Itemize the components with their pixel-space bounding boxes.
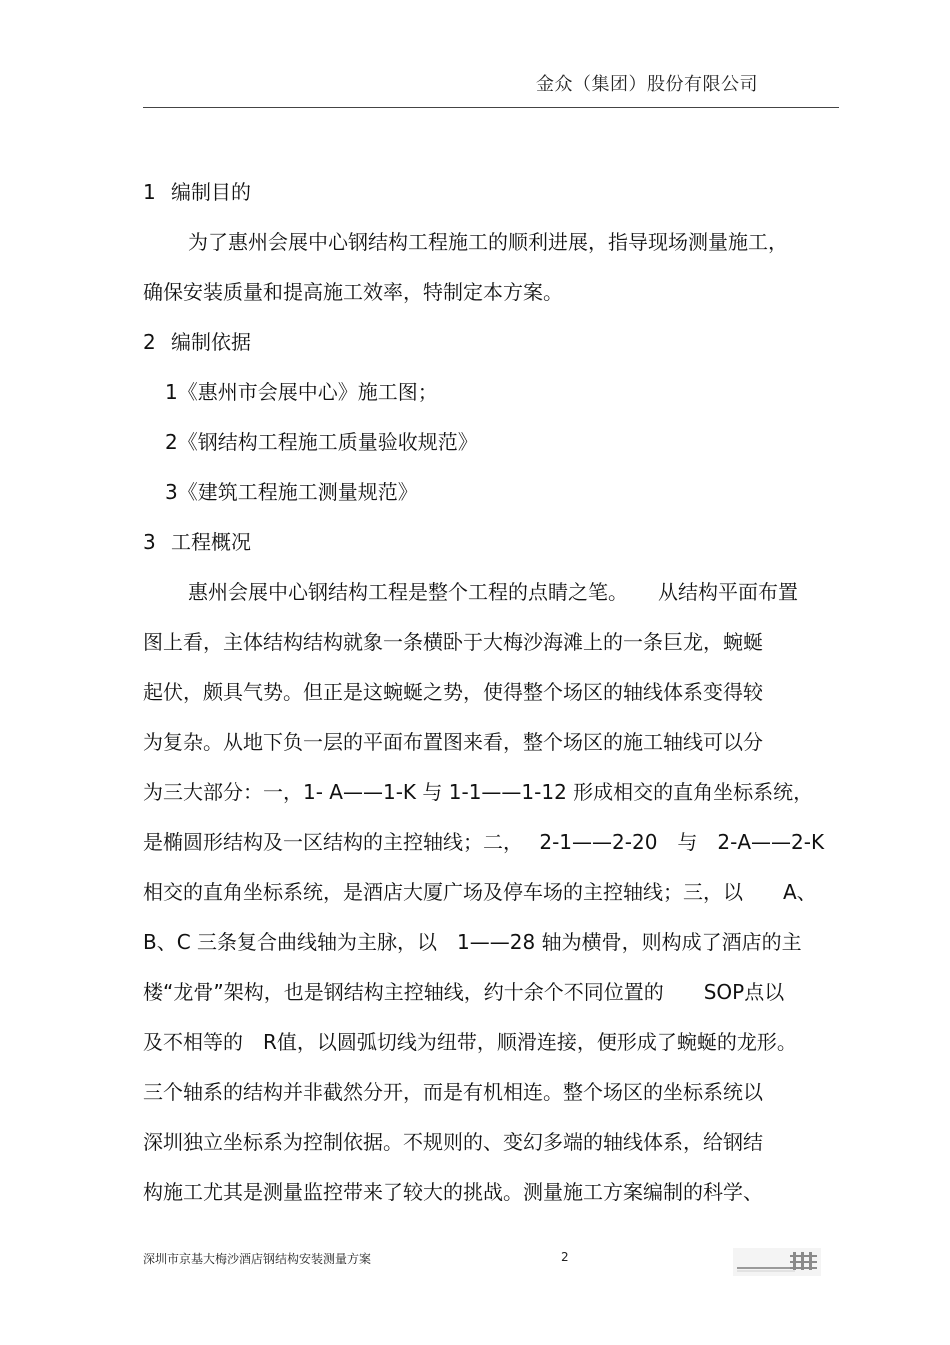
section-1-paragraph-line: 为了惠州会展中心钢结构工程施工的顺利进展，指导现场测量施工， <box>188 230 788 254</box>
section-3-paragraph-line: 楼“龙骨”架构，也是钢结构主控轴线，约十余个不同位置的 SOP点以 <box>143 980 785 1004</box>
section-number: 3 <box>143 530 156 554</box>
section-3-paragraph-line: 相交的直角坐标系统，是酒店大厦广场及停车场的主控轴线；三，以 A、 <box>143 880 817 904</box>
reference-item: 2《钢结构工程施工质量验收规范》 <box>165 430 478 454</box>
section-3-heading <box>143 528 251 556</box>
section-3-paragraph-line: 为三大部分：一，1- A——1-K 与 1-1——1-12 形成相交的直角坐标系统， <box>143 780 814 804</box>
section-3-paragraph-line: 构施工尤其是测量监控带来了较大的挑战。测量施工方案编制的科学、 <box>143 1180 763 1204</box>
section-1-paragraph-line: 确保安装质量和提高施工效率，特制定本方案。 <box>143 280 563 304</box>
section-3-paragraph-line: B、C 三条复合曲线轴为主脉，以 1——28 轴为横骨，则构成了酒店的主 <box>143 930 802 954</box>
reference-item: 3《建筑工程施工测量规范》 <box>165 480 418 504</box>
header-divider <box>143 107 839 108</box>
section-3-paragraph-line: 三个轴系的结构并非截然分开，而是有机相连。整个场区的坐标系统以 <box>143 1080 763 1104</box>
footer-logo-icon <box>733 1248 821 1276</box>
section-title: 编制依据 <box>171 330 251 354</box>
section-3-paragraph-line: 起伏，颇具气势。但正是这蜿蜒之势，使得整个场区的轴线体系变得较 <box>143 680 763 704</box>
section-number: 2 <box>143 330 156 354</box>
section-title: 编制目的 <box>171 180 251 204</box>
section-3-paragraph-line: 及不相等的 R值，以圆弧切线为纽带，顺滑连接，便形成了蜿蜒的龙形。 <box>143 1030 797 1054</box>
section-3-paragraph-line: 是椭圆形结构及一区结构的主控轴线；二， 2-1——2-20 与 2-A——2-K <box>143 830 825 854</box>
section-3-paragraph-line: 为复杂。从地下负一层的平面布置图来看，整个场区的施工轴线可以分 <box>143 730 763 754</box>
section-1-heading <box>143 178 251 206</box>
section-3-paragraph-line: 惠州会展中心钢结构工程是整个工程的点睛之笔。 从结构平面布置 <box>188 580 798 604</box>
header-company-name: 金众（集团）股份有限公司 <box>536 74 758 95</box>
section-2-heading <box>143 328 251 356</box>
reference-item: 1《惠州市会展中心》施工图； <box>165 380 438 404</box>
section-3-paragraph-line: 深圳独立坐标系为控制依据。不规则的、变幻多端的轴线体系，给钢结 <box>143 1130 763 1154</box>
section-number: 1 <box>143 180 156 204</box>
footer-document-title: 深圳市京基大梅沙酒店钢结构安装测量方案 <box>143 1252 372 1266</box>
section-3-paragraph-line: 图上看，主体结构结构就象一条横卧于大梅沙海滩上的一条巨龙，蜿蜒 <box>143 630 763 654</box>
section-title: 工程概况 <box>171 530 251 554</box>
page-number: 2 <box>561 1250 569 1264</box>
